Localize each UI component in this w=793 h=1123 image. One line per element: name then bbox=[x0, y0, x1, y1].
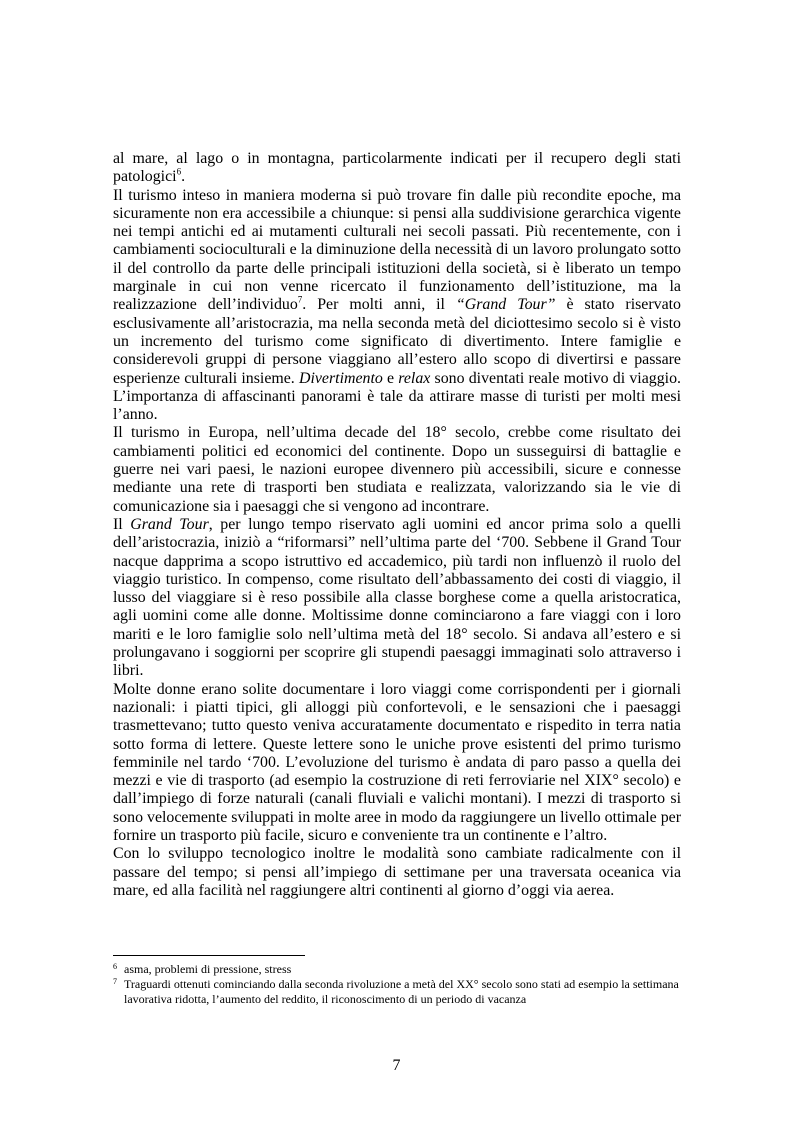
footnote-ref-7[interactable]: 7 bbox=[297, 295, 303, 306]
grand-tour-italic: “Grand Tour” bbox=[455, 296, 556, 314]
paragraph-4-text-b: , per lungo tempo riservato agli uomini ed ancor prima solo a quelli dell’aristocrazia, iniziò a “riformarsi” nell’ultima parte del ‘700. Sebbene il Grand Tour nacque dapprima a scopo istruttivo ed accademico, più tardi non influenzò il ruolo del viaggio turistico. In compenso, come risultato dell’abbassamento dei costi di viaggio, il lusso del viaggiare si è reso possibile alla classe borghese come a quella aristocratica, agli uomini come alle donne. Moltissime donne cominciarono a fare viaggi con i loro mariti e le loro famiglie solo nell’ultima metà del 18° secolo. Si andava all’estero e si prolungavano i soggiorni per scoprire gli stupendi paesaggi immaginati solo attraverso i libri. bbox=[113, 515, 682, 680]
body-text bbox=[113, 150, 681, 900]
footnote-ref-6[interactable]: 6 bbox=[176, 167, 182, 177]
paragraph-3: Il turismo in Europa, nell’ultima decade del 18° secolo, crebbe come risultato dei cambiamenti politici ed economici del continente. Dopo un susseguirsi di battaglie e guerre nei vari paesi, le nazioni europee divennero più accessibili, sicure e connesse mediante una rete di trasporti ben studiata e realizzata, valorizzando sia le vie di comunicazione sia i paesaggi che si vengono ad incontrare. bbox=[113, 424, 681, 515]
paragraph-4 bbox=[113, 516, 681, 681]
grand-tour-italic-2: Grand Tour bbox=[130, 515, 209, 533]
page-number: 7 bbox=[392, 1057, 401, 1074]
footnotes bbox=[113, 962, 688, 1007]
footnote-text: asma, problemi di pressione, stress bbox=[124, 962, 292, 976]
paragraph-2-text-a: Il turismo inteso in maniera moderna si può trovare fin dalle più recondite epoche, ma sicuramente non era accessibile a chiunque: si pensi alla suddivisione gerarchica vigente nei tempi antichi ed ai mutamenti culturali nei secoli passati. Più recentemente, con i cambiamenti socioculturali e la diminuzione della necessità di un lavoro prolungato sotto il del controllo da parte delle principali istituzioni della società, si è liberato un tempo marginale in cui non venne ricercato il funzionamento dell’istituzione, ma la realizzazione dell’individuo bbox=[113, 186, 681, 314]
paragraph-4-text-a: Il bbox=[113, 515, 131, 533]
paragraph-2-text-b: . Per molti anni, il bbox=[302, 296, 456, 314]
paragraph-6: Con lo sviluppo tecnologico inoltre le modalità sono cambiate radicalmente con il passare del tempo; si pensi all’impiego di settimane per una traversata oceanica via mare, ed alla facilità nel raggiungere altri continenti al giorno d’oggi via aerea. bbox=[113, 845, 681, 899]
footnote-text: Traguardi ottenuti cominciando dalla seconda rivoluzione a metà del XX° secolo sono stati ad esempio la settimana lavorativa ridotta, l’aumento del reddito, il riconoscimento di un periodo di vacanza bbox=[124, 977, 679, 1006]
paragraph-2 bbox=[113, 187, 681, 425]
paragraph-1-end: . bbox=[181, 168, 186, 186]
paragraph-1-text: al mare, al lago o in montagna, particolarmente indicati per il recupero degli stati patologici bbox=[113, 150, 681, 186]
footnote-6 bbox=[113, 962, 688, 977]
paragraph-5: Molte donne erano solite documentare i loro viaggi come corrispondenti per i giornali nazionali: i piatti tipici, gli alloggi più confortevoli, e le sensazioni che i paesaggi trasmettevano; tutto questo veniva accuratamente documentato e rispedito in terra natia sotto forma di lettere. Queste lettere sono le uniche prove esistenti del primo turismo femminile nel tardo ‘700. L’evoluzione del turismo è andata di paro passo a quella dei mezzi e vie di trasporto (ad esempio la costruzione di reti ferroviarie nel XIX° secolo) e dall’impiego di forze naturali (canali fluviali e valichi montani). I mezzi di trasporto si sono velocemente sviluppati in molte aree in modo da raggiungere un livello ottimale per fornire un trasporto più facile, sicuro e conveniente tra un continente e l’altro. bbox=[113, 680, 681, 844]
footnote-7 bbox=[113, 977, 688, 1007]
paragraph-2-text-c: è stato riservato esclusivamente all’aristocrazia, ma nella seconda metà del diciottesimo secolo si è visto un incremento del turismo come significato di divertimento. Intere famiglie e considerevoli gruppi di persone viaggiano all’estero allo scopo di divertirsi e passare esperienze culturali insieme. bbox=[113, 296, 682, 387]
footnote-mark: 7 bbox=[113, 977, 117, 986]
footnote-mark: 6 bbox=[113, 962, 117, 971]
footnote-divider bbox=[113, 955, 305, 956]
relax-italic: relax bbox=[398, 369, 431, 387]
divertimento-italic: Divertimento bbox=[298, 369, 383, 387]
paragraph-2-text-d: e bbox=[382, 369, 399, 387]
paragraph-2-text-e: sono diventati reale motivo di viaggio. L’importanza di affascinanti panorami è tale da attirare masse di turisti per molti mesi l’anno. bbox=[113, 369, 681, 424]
paragraph-1 bbox=[113, 150, 681, 187]
